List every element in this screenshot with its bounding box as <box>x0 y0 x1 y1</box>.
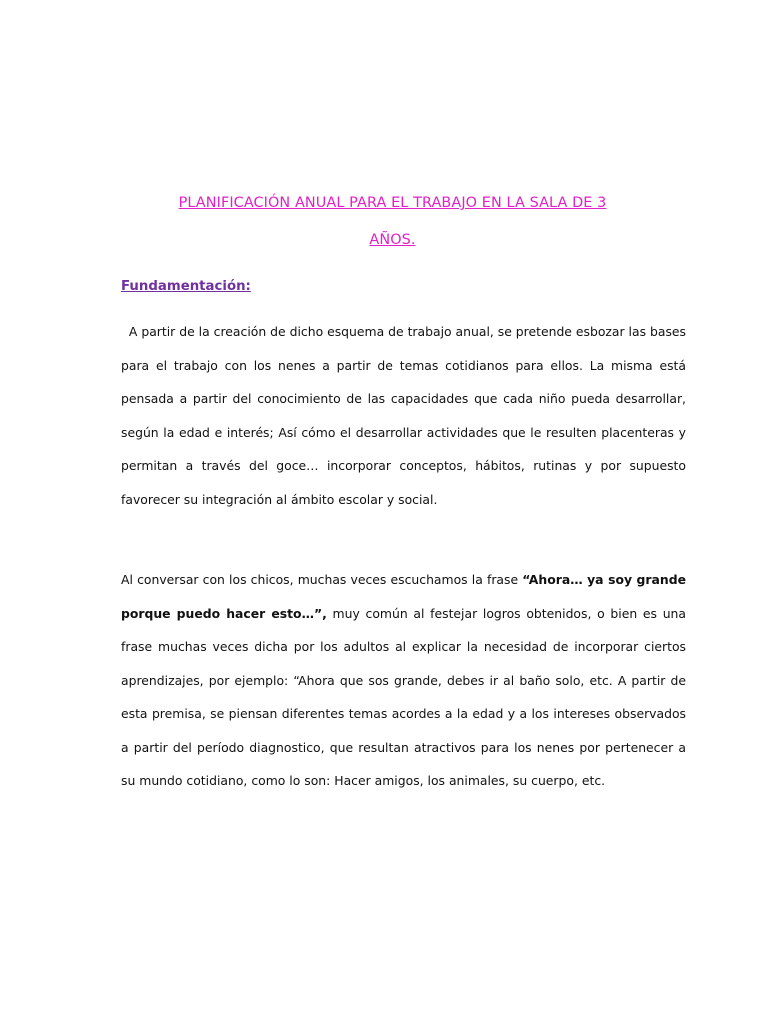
quoted-phrase: “Ahora… ya soy grande porque puedo hacer esto…”, <box>121 572 686 621</box>
section-heading: Fundamentación: <box>121 279 251 294</box>
paragraph-fundamentacion: A partir de la creación de dicho esquema de trabajo anual, se pretende esbozar las bases para el trabajo con los nenes a partir de temas cotidianos para ellos. La misma está pensada a partir del conocimiento de las capacidades que cada niño pueda desarrollar, según la edad e interés; Así cómo el desarrollar actividades que le resulten placenteras y permitan a través del goce… incorporar conceptos, hábitos, rutinas y por supuesto favorecer su integración al ámbito escolar y social. <box>121 324 690 507</box>
paragraph-conversacion <box>121 563 686 798</box>
paragraph-lead-text: Al conversar con los chicos, muchas veces escuchamos la frase <box>121 572 523 587</box>
paragraph-rest-text: muy común al festejar logros obtenidos, o bien es una frase muchas veces dicha por los adultos al explicar la necesidad de incorporar ciertos aprendizajes, por ejemplo: “Ahora que sos grande, debes ir al baño solo, etc. A partir de esta premisa, se piensan diferentes temas acordes a la edad y a los intereses observados a partir del período diagnostico, que resultan atractivos para los nenes por pertenecer a su mundo cotidiano, como lo son: Hacer amigos, los animales, su cuerpo, etc. <box>121 605 686 788</box>
document-title-line-1: PLANIFICACIÓN ANUAL PARA EL TRABAJO EN LA SALA DE 3 <box>178 195 607 211</box>
document-title-line-2: AÑOS. <box>369 232 416 248</box>
